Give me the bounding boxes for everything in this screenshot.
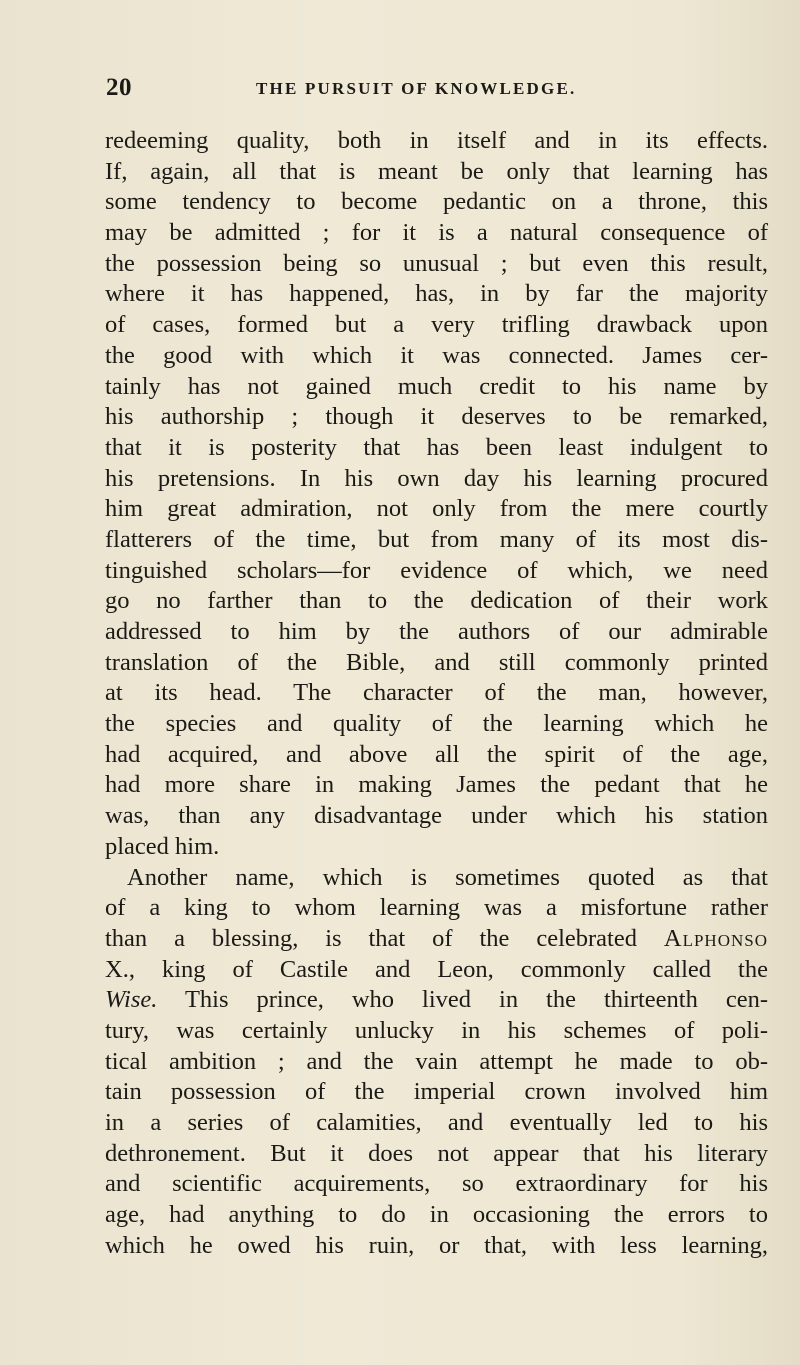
text-fragment: This prince, who lived in the thirteenth cen- bbox=[184, 986, 769, 1014]
page-number: 20 bbox=[106, 74, 132, 101]
text-line: dethronement. But it does not appear that his literary bbox=[105, 1139, 768, 1167]
running-head bbox=[106, 74, 726, 110]
name-small-caps: Alphonso bbox=[663, 924, 768, 952]
text-line: the possession being so unusual ; but even this result, bbox=[105, 249, 768, 277]
text-line: Another name, which is sometimes quoted as that bbox=[127, 863, 768, 891]
text-line: had acquired, and above all the spirit of the age, bbox=[105, 740, 768, 768]
name-italic: Wise. bbox=[105, 986, 158, 1014]
text-line: at its head. The character of the man, however, bbox=[105, 679, 768, 707]
text-line: of a king to whom learning was a misfortune rather bbox=[105, 894, 768, 922]
text-line-compound bbox=[105, 985, 768, 1016]
text-line: that it is posterity that has been least indulgent to bbox=[105, 433, 768, 461]
text-line: tical ambition ; and the vain attempt he made to ob- bbox=[105, 1047, 768, 1075]
text-line: translation of the Bible, and still commonly printed bbox=[105, 648, 768, 676]
text-line: his authorship ; though it deserves to be remarked, bbox=[105, 403, 768, 431]
text-line: the species and quality of the learning which he bbox=[105, 710, 768, 738]
text-line: flatterers of the time, but from many of its most dis- bbox=[105, 525, 768, 553]
text-line: his pretensions. In his own day his learning procured bbox=[105, 464, 768, 492]
text-line: of cases, formed but a very trifling drawback upon bbox=[105, 311, 768, 339]
text-line: may be admitted ; for it is a natural consequence of bbox=[105, 219, 768, 247]
text-line: X., king of Castile and Leon, commonly called the bbox=[105, 955, 768, 983]
text-line: was, than any disadvantage under which his station bbox=[105, 802, 768, 830]
text-line: him great admiration, not only from the mere courtly bbox=[105, 495, 768, 523]
body-text bbox=[105, 126, 768, 1261]
text-line: placed him. bbox=[105, 832, 220, 860]
running-title: THE PURSUIT OF KNOWLEDGE. bbox=[256, 79, 577, 98]
text-line: age, had anything to do in occasioning the errors to bbox=[105, 1201, 768, 1229]
text-line: some tendency to become pedantic on a throne, this bbox=[105, 188, 768, 216]
text-line: tury, was certainly unlucky in his schemes of poli- bbox=[105, 1016, 768, 1044]
text-line: where it has happened, has, in by far the majority bbox=[105, 280, 768, 308]
text-line: which he owed his ruin, or that, with less learning, bbox=[105, 1231, 768, 1259]
text-line: and scientific acquirements, so extraordinary for his bbox=[105, 1170, 768, 1198]
text-line-compound bbox=[105, 924, 768, 955]
text-line: tainly has not gained much credit to his name by bbox=[105, 372, 768, 400]
text-line: had more share in making James the pedant that he bbox=[105, 771, 768, 799]
text-line: If, again, all that is meant be only that learning has bbox=[105, 157, 768, 185]
text-line: redeeming quality, both in itself and in its effects. bbox=[105, 127, 768, 154]
text-fragment: than a blessing, is that of the celebrated bbox=[105, 924, 637, 952]
text-line: tain possession of the imperial crown involved him bbox=[105, 1078, 768, 1106]
text-line: go no farther than to the dedication of their work bbox=[105, 587, 768, 615]
text-line: tinguished scholars—for evidence of which, we need bbox=[105, 556, 768, 584]
text-line: in a series of calamities, and eventually led to his bbox=[105, 1109, 768, 1136]
text-line: addressed to him by the authors of our admirable bbox=[105, 618, 768, 645]
text-line: the good with which it was connected. James cer- bbox=[105, 341, 768, 369]
